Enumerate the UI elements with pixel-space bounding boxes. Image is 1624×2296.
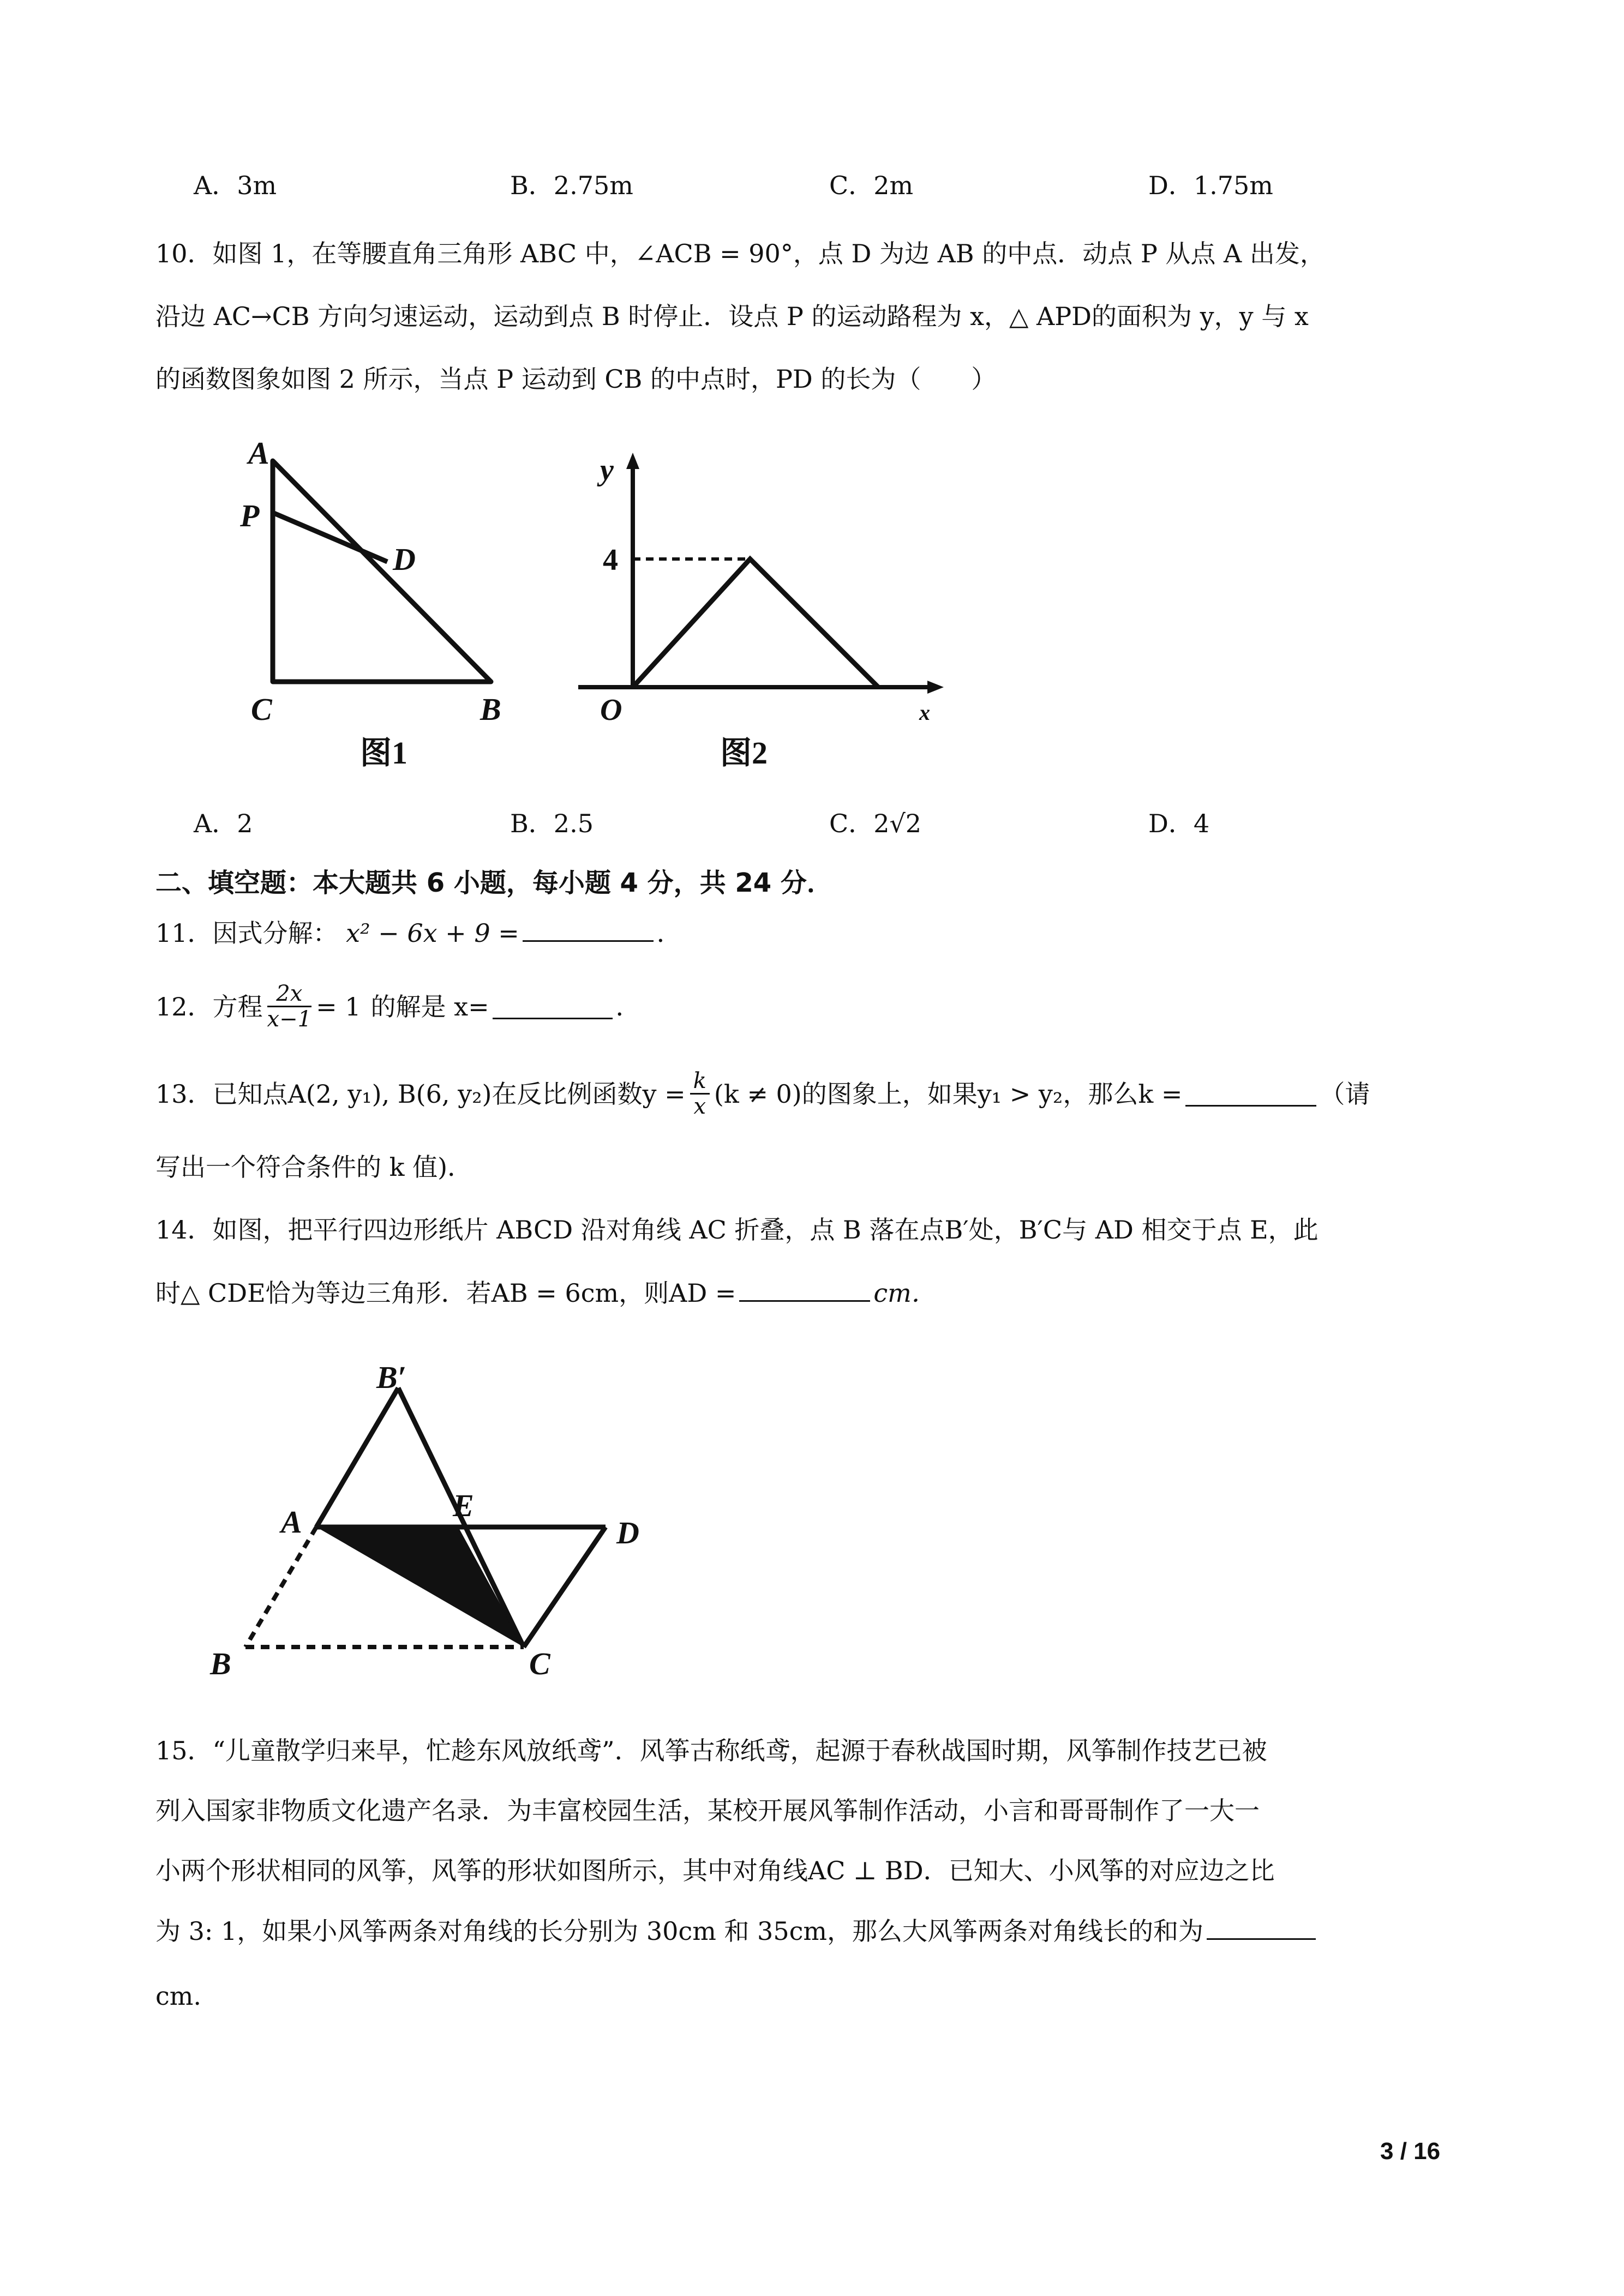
q9-option-d: D．1.75m <box>1148 171 1273 200</box>
q12-denominator: x−1 <box>267 1007 312 1032</box>
q13-line-2: 写出一个符合条件的 k 值)． <box>155 1152 473 1182</box>
q15-line-1: 15．“儿童散学归来早，忙趁东风放纸鸢”．风筝古称纸鸢，起源于春秋战国时期，风筝制作技艺已被 <box>155 1736 1267 1765</box>
q14-segment-ab-prime <box>316 1388 398 1527</box>
q10-line-1: 10．如图 1，在等腰直角三角形 ABC 中，∠ACB = 90°，点 D 为边 AB 的中点．动点 P 从点 A 出发， <box>155 239 1325 268</box>
fig1-label-d: D <box>393 542 416 577</box>
q14-label-b: B <box>210 1646 231 1681</box>
q11-prefix: 11．因式分解： <box>155 918 338 948</box>
fig1-label-a: A <box>248 436 269 471</box>
q15-line-3: 小两个形状相同的风筝，风筝的形状如图所示，其中对角线AC ⊥ BD．已知大、小风筝的对应边之比 <box>155 1856 1275 1885</box>
q11-end: ． <box>656 918 682 948</box>
q13-fraction <box>690 1069 710 1119</box>
q12-rhs: = 1 <box>316 991 361 1021</box>
q10-option-b: B．2.5 <box>510 809 594 838</box>
q11-expression: x² − 6x + 9 = <box>346 918 519 948</box>
q12 <box>155 982 641 1031</box>
q9-option-c: C．2m <box>829 171 914 200</box>
q12-mid: 的解是 x= <box>370 991 489 1021</box>
q14-label-a: A <box>281 1504 302 1540</box>
q13-answer-blank[interactable] <box>1185 1081 1316 1107</box>
fig1-label-b: B <box>480 692 501 727</box>
q10-figure-1 <box>229 436 535 774</box>
q13-text-c: （请 <box>1320 1079 1370 1109</box>
q14-label-c: C <box>529 1646 550 1681</box>
q10-option-c: C．2√2 <box>829 809 922 838</box>
page-number: 3 / 16 <box>1380 2138 1441 2165</box>
fig2-label-o: O <box>600 693 622 727</box>
fig1-triangle-abc <box>273 461 491 682</box>
q14-answer-blank[interactable] <box>739 1276 870 1302</box>
q13-denominator: x <box>693 1094 706 1119</box>
fig2-x-arrow-icon <box>927 681 944 694</box>
q10-line-3: 的函数图象如图 2 所示，当点 P 运动到 CB 的中点时，PD 的长为（ ） <box>155 364 997 394</box>
q13-text-a: 13．已知点A(2, y₁), B(6, y₂)在反比例函数y = <box>155 1079 686 1109</box>
q11-answer-blank[interactable] <box>523 916 654 942</box>
q13-numerator: k <box>690 1069 710 1095</box>
fig2-label-4: 4 <box>603 543 618 577</box>
fig2-label-x: x <box>919 700 930 725</box>
q14-label-b-prime: B′ <box>376 1363 406 1395</box>
q14-line-1: 14．如图，把平行四边形纸片 ABCD 沿对角线 AC 折叠，点 B 落在点B′处，B′C与 AD 相交于点 E，此 <box>155 1215 1319 1245</box>
fig2-function-graph <box>633 559 878 687</box>
q14-line-2 <box>155 1276 937 1309</box>
fig1-label-c: C <box>251 692 272 727</box>
q9-option-b: B．2.75m <box>510 171 633 200</box>
q15-line-5: cm. <box>155 1981 202 2011</box>
q14-label-d: D <box>616 1515 639 1550</box>
fig2-y-arrow-icon <box>626 453 639 469</box>
q13-line-1 <box>155 1069 1370 1119</box>
q11 <box>155 916 682 949</box>
q10-option-d: D．4 <box>1148 809 1210 838</box>
q12-prefix: 12．方程 <box>155 991 263 1021</box>
q12-fraction <box>267 982 312 1031</box>
q14-dashed-ab <box>245 1527 316 1647</box>
q9-option-a: A．3m <box>194 171 277 200</box>
q14-label-e: E <box>453 1488 474 1523</box>
q12-end: ． <box>615 991 641 1021</box>
q12-numerator: 2x <box>267 982 312 1007</box>
q10-figure-2 <box>556 436 960 774</box>
q10-line-2: 沿边 AC→CB 方向匀速运动，运动到点 B 时停止．设点 P 的运动路程为 x，△ APD的面积为 y，y 与 x <box>155 302 1309 331</box>
q14-segment-dc <box>524 1527 606 1647</box>
section-2-heading: 二、填空题：本大题共 6 小题，每小题 4 分，共 24 分． <box>155 868 833 898</box>
q14-text-b: cm． <box>873 1278 937 1308</box>
q15-line-4 <box>155 1914 1319 1948</box>
q12-answer-blank[interactable] <box>493 994 613 1019</box>
q14-figure <box>196 1363 676 1702</box>
fig1-caption: 图1 <box>360 735 408 771</box>
q13-text-b: (k ≠ 0)的图象上，如果y₁ > y₂，那么k = <box>714 1079 1183 1109</box>
fig2-label-y: y <box>600 453 614 487</box>
q15-text-line-4: 为 3: 1，如果小风筝两条对角线的长分别为 30cm 和 35cm，那么大风筝两条对角线长的和为 <box>155 1916 1203 1946</box>
q15-answer-blank[interactable] <box>1207 1914 1316 1940</box>
fig2-caption: 图2 <box>720 735 768 771</box>
q15-line-2: 列入国家非物质文化遗产名录．为丰富校园生活，某校开展风筝制作活动，小言和哥哥制作了一大一 <box>155 1796 1260 1825</box>
q10-option-a: A．2 <box>194 809 253 838</box>
fig1-label-p: P <box>240 498 260 533</box>
q14-text-a: 时△ CDE恰为等边三角形．若AB = 6cm，则AD = <box>155 1278 736 1308</box>
